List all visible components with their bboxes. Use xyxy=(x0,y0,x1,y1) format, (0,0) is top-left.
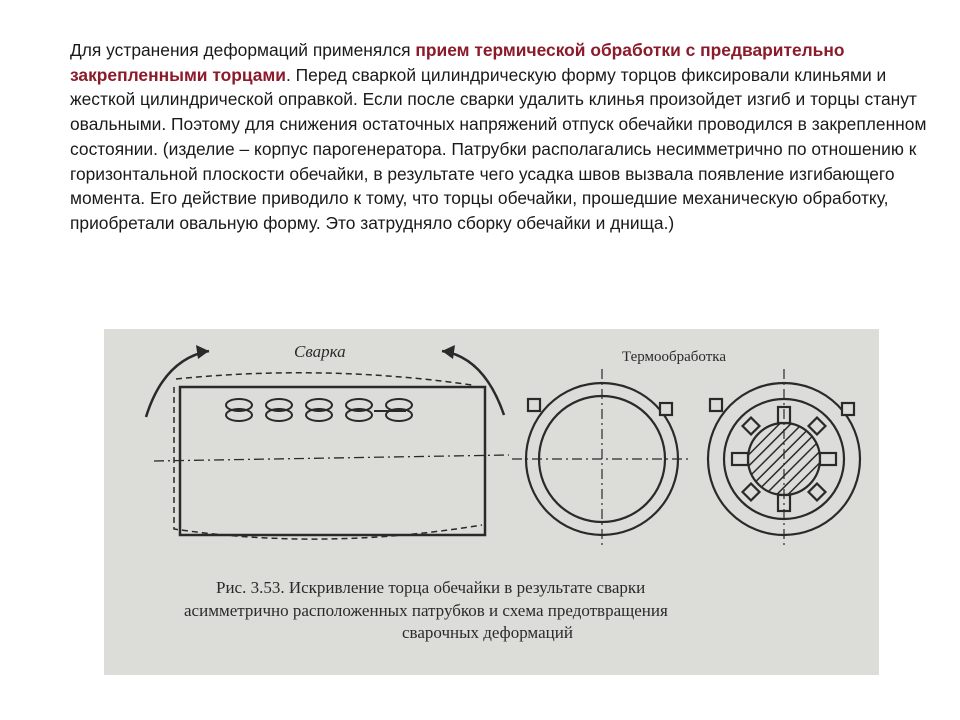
label-welding: Сварка xyxy=(294,342,346,361)
label-heat-treatment: Термообработка xyxy=(622,349,727,365)
figure-drawing xyxy=(104,329,879,675)
figure-scan xyxy=(104,329,879,675)
arrow-left-head xyxy=(196,345,209,359)
arrow-right-curve xyxy=(442,351,504,415)
wedge xyxy=(809,418,826,435)
body-paragraph xyxy=(70,38,930,236)
caption-line-2: асимметрично расположенных патрубков и схема предотвращения xyxy=(184,601,668,620)
caption-line-3: сварочных деформаций xyxy=(402,623,573,642)
paragraph-highlight: прием термической обработки с предварительно закрепленными торцами xyxy=(70,40,845,85)
wedge xyxy=(809,484,826,501)
shell-axis xyxy=(154,455,509,461)
weld-nozzles xyxy=(226,399,412,421)
wedge xyxy=(732,453,748,465)
deformed-top-edge xyxy=(176,373,472,385)
paragraph-lead: Для устранения деформаций применялся xyxy=(70,40,416,60)
wedge xyxy=(743,484,760,501)
wedge xyxy=(743,418,760,435)
caption-line-1: Рис. 3.53. Искривление торца обечайки в результате сварки xyxy=(216,578,646,597)
arrow-left-curve xyxy=(146,351,209,417)
wedge xyxy=(820,453,836,465)
arrow-right-head xyxy=(442,345,455,359)
shell-rectangle xyxy=(180,387,485,535)
paragraph-rest: . Перед сваркой цилиндрическую форму торцов фиксировали клиньями и жесткой цилиндрической оправкой. Если после сварки удалить клинья произойдет изгиб и торцы станут овальными. Поэтому для снижения остаточных напряжений отпуск обечайки проводился в закрепленном состоянии. (изделие – корпус парогенератора. Патрубки располагались несимметрично по отношению к горизонтальной плоскости обечайки, в результате чего усадка швов вызвала появление изгибающего момента. Его действие приводило к тому, что торцы обечайки, прошедшие механическую обработку, приобретали овальную форму. Это затрудняло сборку обечайки и днища.) xyxy=(70,64,927,233)
